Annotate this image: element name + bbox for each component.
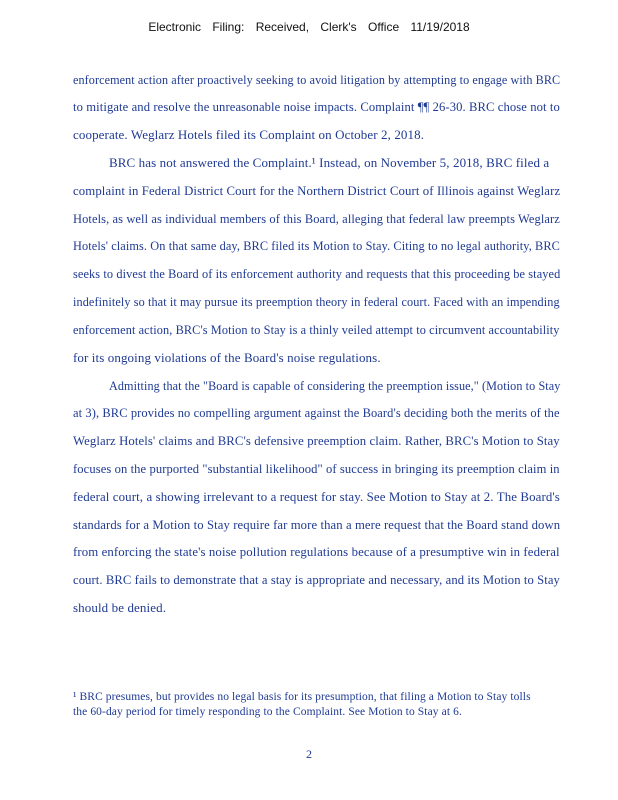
body-line: indefinitely so that it may pursue its preemption theory in federal court. Faced with an impending (73, 294, 560, 309)
body-line: from enforcing the state's noise pollution regulations because of a presumptive win in federal (73, 544, 560, 559)
body-line: Hotels, as well as individual members of this Board, alleging that federal law preempts Weglarz (73, 211, 560, 226)
body-line: at 3), BRC provides no compelling argument against the Board's deciding both the merits of the (73, 405, 560, 420)
body-line: Admitting that the "Board is capable of considering the preemption issue," (Motion to Stay (109, 378, 561, 393)
body-line: BRC has not answered the Complaint.¹ Instead, on November 5, 2018, BRC filed a (109, 155, 550, 170)
body-line: enforcement action, BRC's Motion to Stay is a thinly veiled attempt to circumvent accountability (73, 322, 560, 337)
body-line: enforcement action after proactively seeking to avoid litigation by attempting to engage with BRC (73, 72, 561, 87)
footnote-line: ¹ BRC presumes, but provides no legal basis for its presumption, that filing a Motion to Stay tolls (73, 691, 531, 703)
body-line: Weglarz Hotels' claims and BRC's defensive preemption claim. Rather, BRC's Motion to Stay (73, 433, 560, 448)
body-line: cooperate. Weglarz Hotels filed its Complaint on October 2, 2018. (73, 127, 425, 142)
footnote-line: the 60-day period for timely responding to the Complaint. See Motion to Stay at 6. (73, 706, 462, 718)
body-line: seeks to divest the Board of its enforcement authority and requests that this proceeding be stayed (73, 266, 561, 281)
body-line: to mitigate and resolve the unreasonable noise impacts. Complaint ¶¶ 26-30. BRC chose not to (73, 99, 560, 114)
body-line: Hotels' claims. On that same day, BRC filed its Motion to Stay. Citing to no legal authority, BRC (73, 238, 560, 253)
body-line: federal court, a showing irrelevant to a request for stay. See Motion to Stay at 2. The Board's (73, 489, 560, 504)
body-line: complaint in Federal District Court for the Northern District Court of Illinois against Weglarz (73, 183, 561, 198)
body-line: focuses on the purported "substantial likelihood" of success in bringing its preemption claim in (73, 461, 560, 476)
body-line: should be denied. (73, 600, 167, 615)
body-line: for its ongoing violations of the Board's noise regulations. (73, 350, 381, 365)
page-number: 2 (306, 747, 312, 761)
filing-stamp-header: Electronic Filing: Received, Clerk's Office 11/19/2018 (148, 20, 470, 34)
body-line: court. BRC fails to demonstrate that a stay is appropriate and necessary, and its Motion to Stay (73, 572, 560, 587)
body-line: standards for a Motion to Stay require far more than a mere request that the Board stand down (73, 517, 561, 532)
